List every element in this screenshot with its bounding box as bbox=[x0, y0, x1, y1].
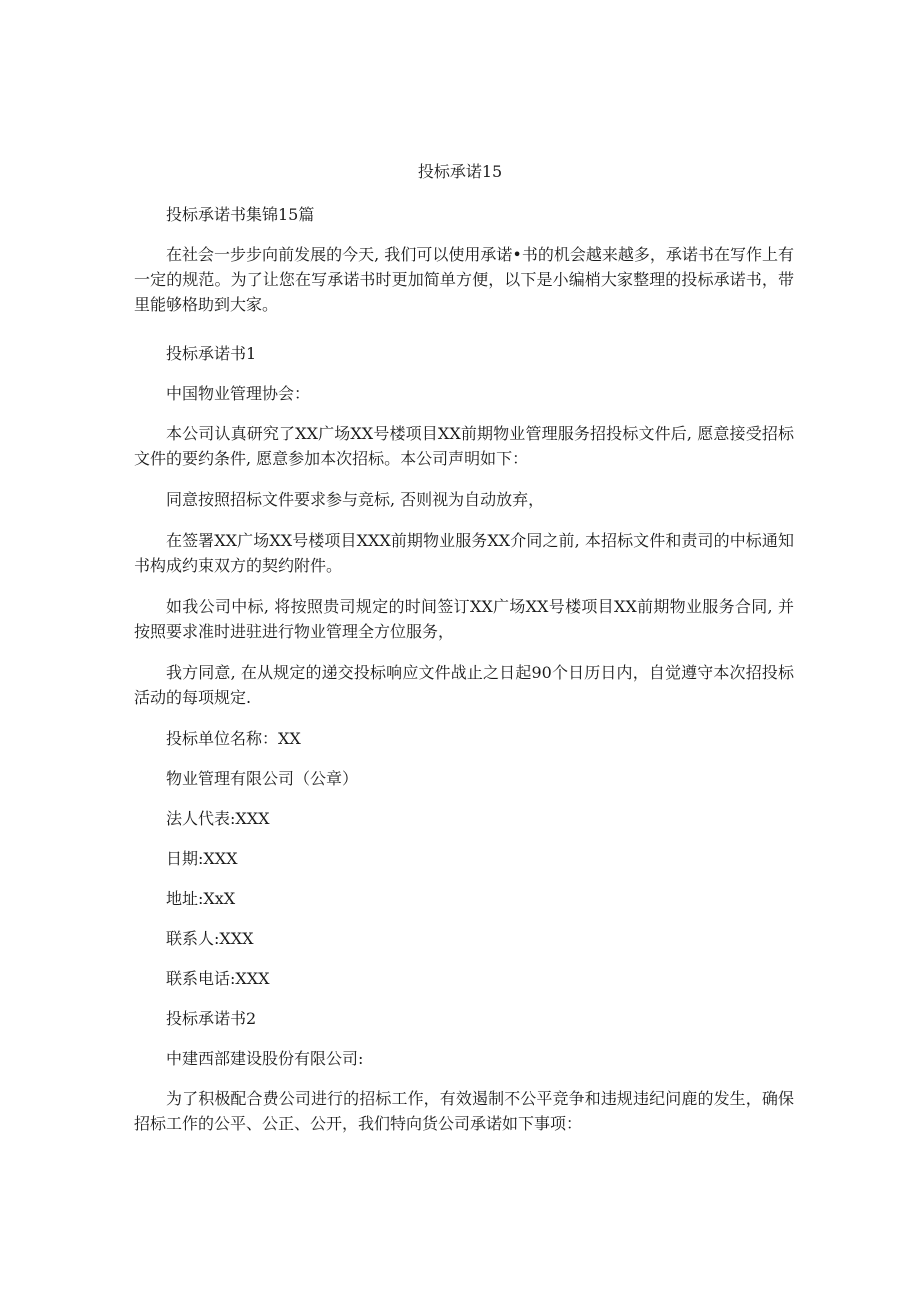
field-date: 日期:XXX bbox=[166, 849, 238, 868]
document-body bbox=[134, 202, 794, 1152]
paragraph-intro: 在社会一步步向前发展的今天, 我们可以使用承诺•书的机会越来越多，承诺书在写作上有一定的规范。为了让您在写承诺书时更加简单方便，以下是小编梢大家整理的投标承诺书，带里能够格助到大家。 bbox=[134, 245, 794, 314]
paragraph-clause-2: 在签署XX广场XX号楼项目XXX前期物业服务XX介同之前, 本招标文件和责司的中标通知书构成约束双方的契约附件。 bbox=[134, 531, 794, 575]
paragraph-clause-4: 我方同意, 在从规定的递交投标响应文件战止之日起90个日历日内，自觉遵守本次招投标活动的每项规定. bbox=[134, 663, 794, 707]
field-legal-representative: 法人代表:XXX bbox=[166, 809, 270, 828]
paragraph-commitment: 为了积极配合费公司进行的招标工作，有效遏制不公平竞争和违规违纪问鹿的发生，确保招标工作的公平、公正、公开，我们特向货公司承诺如下事项： bbox=[134, 1089, 794, 1133]
paragraph-subtitle: 投标承诺书集锦15篇 bbox=[166, 205, 315, 224]
heading-letter-1: 投标承诺书1 bbox=[166, 344, 257, 363]
field-contact-phone: 联系电话:XXX bbox=[166, 969, 270, 988]
field-bidder-name: 投标单位名称：XX bbox=[166, 729, 301, 748]
field-address: 地址:XxX bbox=[166, 889, 236, 908]
heading-letter-2: 投标承诺书2 bbox=[166, 1009, 257, 1028]
field-contact-person: 联系人:XXX bbox=[166, 929, 254, 948]
paragraph-statement: 本公司认真研究了XX广场XX号楼项目XX前期物业管理服务招投标文件后, 愿意接受招标文件的要约条件, 愿意参加本次招标。本公司声明如下： bbox=[134, 424, 794, 468]
paragraph-recipient-2: 中建西部建设股份有限公司: bbox=[166, 1049, 364, 1068]
field-company-seal: 物业管理有限公司（公章） bbox=[166, 769, 359, 788]
document-title: 投标承诺15 bbox=[417, 162, 503, 181]
paragraph-clause-3: 如我公司中标, 将按照贵司规定的时间签订XX广场XX号楼项目XX前期物业服务合同, 并按照要求准时进驻进行物业管理全方位服务， bbox=[134, 597, 794, 641]
paragraph-recipient-1: 中国物业管理协会： bbox=[166, 384, 311, 403]
paragraph-clause-1: 同意按照招标文件要求参与竞标, 否则视为自动放弃， bbox=[166, 490, 545, 509]
